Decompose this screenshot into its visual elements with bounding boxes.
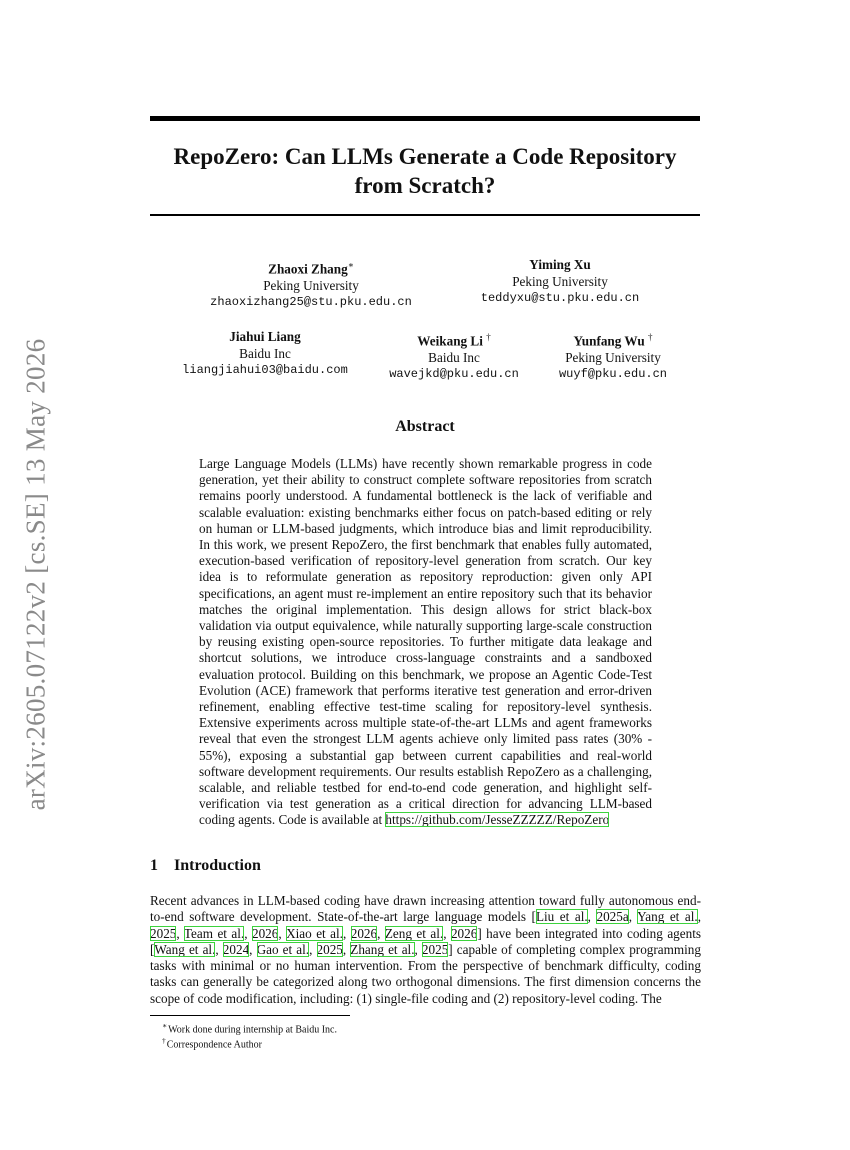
author-block [493, 329, 733, 383]
author-affiliation: Peking University [565, 349, 661, 365]
author-name: Jiahui Liang [229, 329, 301, 344]
citation-link[interactable]: Zhang et al. [350, 941, 415, 957]
citation-link[interactable]: 2026 [350, 925, 378, 941]
author-mark: ∗ [347, 260, 354, 270]
abstract-heading: Abstract [395, 418, 455, 435]
title-line-1: RepoZero: Can LLMs Generate a Code Repository [173, 144, 677, 169]
intro-paragraph: Recent advances in LLM-based coding have drawn increasing attention toward fully autonomous end-to-end software development. State-of-the-art large language models [Liu et al., 2025a, Yang et al., 2025, Team et al., 2026, Xiao et al., 2026, Zeng et al., 2026] have been integrated into coding agents [Wang et al., 2024, Gao et al., 2025, Zhang et al., 2025] capable of completing complex programming tasks with minimal or no human intervention. From the perspective of benchmark difficulty, coding tasks can generally be categorized along two orthogonal dimensions. The first dimension concerns the scope of code modification, including: (1) single-file coding and (2) repository-level coding. The [150, 893, 702, 1006]
citation-link[interactable]: 2025a [596, 909, 629, 925]
author-affiliation: Peking University [512, 273, 608, 289]
author-name: Yunfang Wu [573, 333, 645, 349]
citation-link[interactable]: Liu et al. [535, 909, 588, 925]
section-number: 1 [150, 857, 158, 874]
citation-link[interactable]: 2025 [316, 941, 343, 957]
citation-link[interactable]: Wang et al. [154, 941, 216, 957]
author-affiliation: Peking University [263, 277, 359, 293]
author-email[interactable]: wavejkd@pku.edu.cn [389, 367, 519, 382]
author-mark: † [648, 332, 653, 342]
intro-text: ] have been integrated into coding agents [ [150, 925, 702, 957]
author-email[interactable]: teddyxu@stu.pku.edu.cn [480, 291, 640, 305]
abstract-paragraph: Large Language Models (LLMs) have recently shown remarkable progress in code generation, yet their ability to construct complete software repositories from scratch remains poorly understood. A fundamental bottleneck is the lack of verifiable and scalable evaluation: existing benchmarks either focus on patch-based editing or rely on human or LLM-based judgments, which introduce bias and limit reproducibility. In this work, we present RepoZero, the first benchmark that enables fully automated, execution-based verification of repository-level generation from scratch. Our key idea is to reformulate generation as repository reproduction: given only API specifications, an agent must re-implement an entire repository such that its behavior matches the original implementation. This design allows for strict black-box validation via output equivalence, while naturally supporting large-scale construction by reusing existing open-source repositories. To further mitigate data leakage and shortcut solutions, we introduce cross-language constraints and a sandboxed evaluation protocol. Building on this benchmark, we propose an Agentic Code-Test Evolution (ACE) framework that performs iterative test generation and error-driven refinement, enabling effective test-time scaling for repository-level synthesis. Extensive experiments across multiple state-of-the-art LLMs and agent frameworks reveal that even the strongest LLM agents achieve only limited pass rates (30% - 55%), exposing a substantial gap between current capabilities and real-world software development requirements. Our results establish RepoZero as a challenging, scalable, and reliable testbed for end-to-end code generation, and highlight self-verification via test generation as a critical direction for advancing LLM-based coding agents. Code is available at [199, 456, 652, 828]
footnote-mark: ∗ [162, 1021, 168, 1030]
author-name: Weikang Li [417, 333, 483, 349]
citation-link[interactable]: Xiao et al. [286, 925, 343, 941]
citation-link[interactable]: 2025 [421, 941, 449, 957]
intro-text: Recent advances in LLM-based coding have drawn increasing attention toward fully autonomous end-to-end software development. State-of-the-art large language models [ [150, 893, 701, 925]
author-block [191, 257, 431, 311]
author-block [440, 257, 680, 307]
author-name: Yiming Xu [529, 257, 591, 272]
author-affiliation: Baidu Inc [428, 349, 480, 365]
citation-link[interactable]: 2024 [222, 941, 250, 957]
section-title: Introduction [174, 857, 261, 874]
citation-link[interactable]: 2026 [251, 925, 279, 941]
citation-link[interactable]: 2025 [150, 925, 177, 941]
citation-link[interactable]: Yang et al. [637, 909, 698, 925]
author-name: Zhaoxi Zhang [268, 261, 348, 277]
paper-title [150, 142, 700, 200]
intro-text: ] capable of completing complex programming tasks with minimal or no human intervention. From the perspective of benchmark difficulty, coding tasks can generally be categorized along two orthogonal dimensions. The first dimension concerns the scope of code modification, including: (1) single-file coding and (2) repository-level coding. The [150, 941, 701, 1006]
title-rule-bottom [150, 214, 700, 216]
footnote-text: Correspondence Author [166, 1039, 263, 1051]
title-line-2: from Scratch? [354, 173, 496, 198]
arxiv-id: arXiv:2605.07122v2 [cs.SE] 13 May 2026 [20, 338, 51, 810]
citation-link[interactable]: Gao et al. [256, 941, 310, 957]
code-repo-link[interactable]: https://github.com/JesseZZZZZ/RepoZero [385, 812, 610, 828]
author-mark: † [486, 332, 491, 342]
arxiv-sidebar-stamp [12, 318, 60, 830]
author-email[interactable]: wuyf@pku.edu.cn [558, 367, 668, 382]
author-affiliation: Baidu Inc [239, 345, 291, 361]
citation-link[interactable]: Team et al. [183, 925, 245, 941]
citation-link[interactable]: Zeng et al. [384, 925, 444, 941]
title-rule-top [150, 116, 700, 121]
footnote-text: Work done during internship at Baidu Inc. [168, 1024, 337, 1036]
footnote [162, 1034, 262, 1051]
footnote-mark: † [162, 1036, 166, 1045]
author-email[interactable]: zhaoxizhang25@stu.pku.edu.cn [210, 295, 412, 310]
footnote-rule [150, 1015, 350, 1016]
section-heading [150, 857, 261, 875]
author-email[interactable]: liangjiahui03@baidu.com [182, 363, 348, 377]
citation-link[interactable]: 2026 [450, 925, 478, 941]
abstract-text [199, 456, 652, 829]
